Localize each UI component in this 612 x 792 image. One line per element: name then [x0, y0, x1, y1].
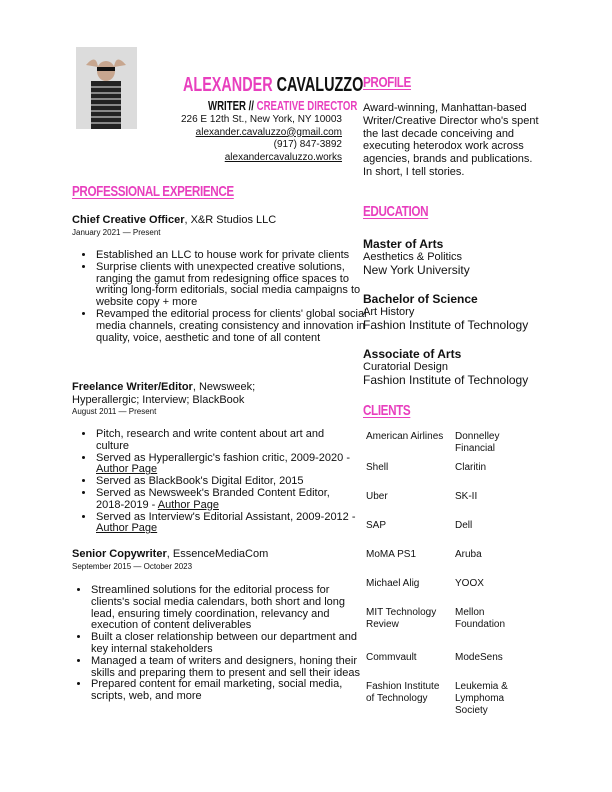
client-name: Commvault — [366, 652, 417, 663]
address: 226 E 12th St., New York, NY 10003 — [180, 114, 342, 125]
bullet-text: Served as Hyperallergic's fashion critic, 2009-2020 - — [96, 451, 350, 464]
education-heading: EDUCATION — [363, 203, 429, 220]
headline-writer: WRITER // — [208, 98, 254, 113]
job-dates: September 2015 — October 2023 — [72, 562, 193, 571]
profile-heading: PROFILE — [363, 74, 411, 91]
client-name: MIT Technology Review — [366, 607, 437, 630]
bullet-text: Served as Newsweek's Branded Content Editor, 2018-2019 - — [96, 486, 330, 511]
email-link[interactable]: alexander.cavaluzzo@gmail.com — [195, 126, 342, 138]
list-item — [95, 453, 359, 477]
job-org-cont: Hyperallergic; Interview; BlackBook — [72, 394, 245, 406]
job-title — [72, 214, 276, 227]
client-name: Shell — [366, 462, 389, 473]
bullet-text: Served as Interview's Editorial Assistant, 2009-2012 - — [96, 510, 356, 523]
website-link[interactable]: alexandercavaluzzo.works — [224, 151, 342, 163]
degree: Bachelor of Science — [363, 292, 478, 306]
list-item — [95, 512, 359, 536]
job-role: Freelance Writer/Editor — [72, 381, 193, 393]
education-entry — [363, 347, 528, 387]
job-title — [72, 548, 268, 561]
client-name: ModeSens — [455, 652, 503, 663]
profile-summary: Award-winning, Manhattan-based Writer/Creative Director who's spent the last decade conceiving and executing heterodox work across agencies, brands and publications. In short, I tell stories. — [363, 102, 539, 178]
job-bullets — [73, 250, 367, 344]
bullet-text: Pitch, research and write content about art and culture — [96, 428, 325, 452]
candidate-name — [183, 74, 363, 97]
headline-creative-director: CREATIVE DIRECTOR — [256, 98, 358, 113]
client-name: SK-II — [455, 491, 478, 502]
school: Fashion Institute of Technology — [363, 373, 529, 387]
profile-photo — [76, 47, 137, 129]
client-name: Leukemia & Lymphoma Society — [455, 681, 508, 716]
school: Fashion Institute of Technology — [363, 318, 529, 332]
headline — [208, 98, 357, 113]
list-item — [95, 429, 359, 453]
degree: Associate of Arts — [363, 347, 462, 361]
job-role: Senior Copywriter — [72, 548, 167, 560]
list-item — [95, 488, 359, 512]
field-of-study: Aesthetics & Politics — [363, 251, 463, 263]
client-name: Claritin — [455, 462, 487, 473]
list-item: • Revamped the editorial process for clients' global social media channels, creating consistency and innovation in quality, voice, aesthetic and tone of all content — [95, 309, 367, 344]
field-of-study: Art History — [363, 306, 415, 318]
client-name: Dell — [455, 520, 473, 531]
client-name: Donnelley Financial — [455, 431, 500, 454]
contact-block — [181, 114, 342, 164]
list-item: • Built a closer relationship between our department and key internal stakeholders — [90, 632, 365, 656]
school: New York University — [363, 263, 470, 277]
client-name: MoMA PS1 — [366, 549, 417, 560]
list-item: • Established an LLC to house work for private clients — [95, 250, 367, 262]
job-dates: August 2011 — Present — [72, 407, 157, 416]
education-entry — [363, 237, 470, 277]
first-name: ALEXANDER — [183, 74, 273, 96]
phone: (917) 847-3892 — [273, 139, 342, 151]
list-item: • Streamlined solutions for the editorial process for clients's social media calendars, both short and long lead, ensuring timely coordination, relevancy and execution of content deliverables — [90, 585, 365, 632]
job-bullets — [73, 429, 359, 535]
client-name: Uber — [366, 491, 388, 502]
job-dates: January 2021 — Present — [72, 228, 161, 237]
client-name: Aruba — [455, 549, 482, 560]
author-page-link[interactable]: Author Page — [157, 498, 219, 511]
portrait-image — [76, 47, 137, 129]
last-name: CAVALUZZO — [276, 74, 364, 96]
job-org: , EssenceMediaCom — [166, 548, 269, 560]
job-bullets — [68, 585, 365, 703]
list-item: • Managed a team of writers and designers, honing their skills and preparing them to present and sell their ideas — [90, 656, 365, 680]
client-name: Fashion Institute of Technology — [366, 681, 440, 704]
list-item: • Prepared content for email marketing, social media, scripts, web, and more — [90, 679, 365, 703]
author-page-link[interactable]: Author Page — [96, 522, 158, 535]
degree: Master of Arts — [363, 237, 444, 251]
experience-heading: PROFESSIONAL EXPERIENCE — [72, 183, 234, 200]
client-name: American Airlines — [366, 431, 444, 442]
bullet-text: Served as BlackBook's Digital Editor, 2015 — [96, 475, 304, 488]
client-name: Michael Alig — [366, 578, 420, 589]
author-page-link[interactable]: Author Page — [96, 463, 158, 476]
job-role: Chief Creative Officer — [72, 214, 185, 226]
client-name: SAP — [366, 520, 387, 531]
client-name: YOOX — [455, 578, 484, 589]
list-item: • Surprise clients with unexpected creative solutions, ranging the gamut from redesigning office spaces to writing long-form editorials, social media campaigns to website copy + more — [95, 262, 367, 309]
field-of-study: Curatorial Design — [363, 361, 448, 373]
clients-heading: CLIENTS — [363, 402, 411, 419]
job-title — [72, 381, 302, 407]
job-org: , X&R Studios LLC — [184, 214, 277, 226]
client-name: Mellon Foundation — [455, 607, 506, 630]
education-entry — [363, 292, 528, 332]
job-org: , Newsweek; — [192, 381, 256, 393]
